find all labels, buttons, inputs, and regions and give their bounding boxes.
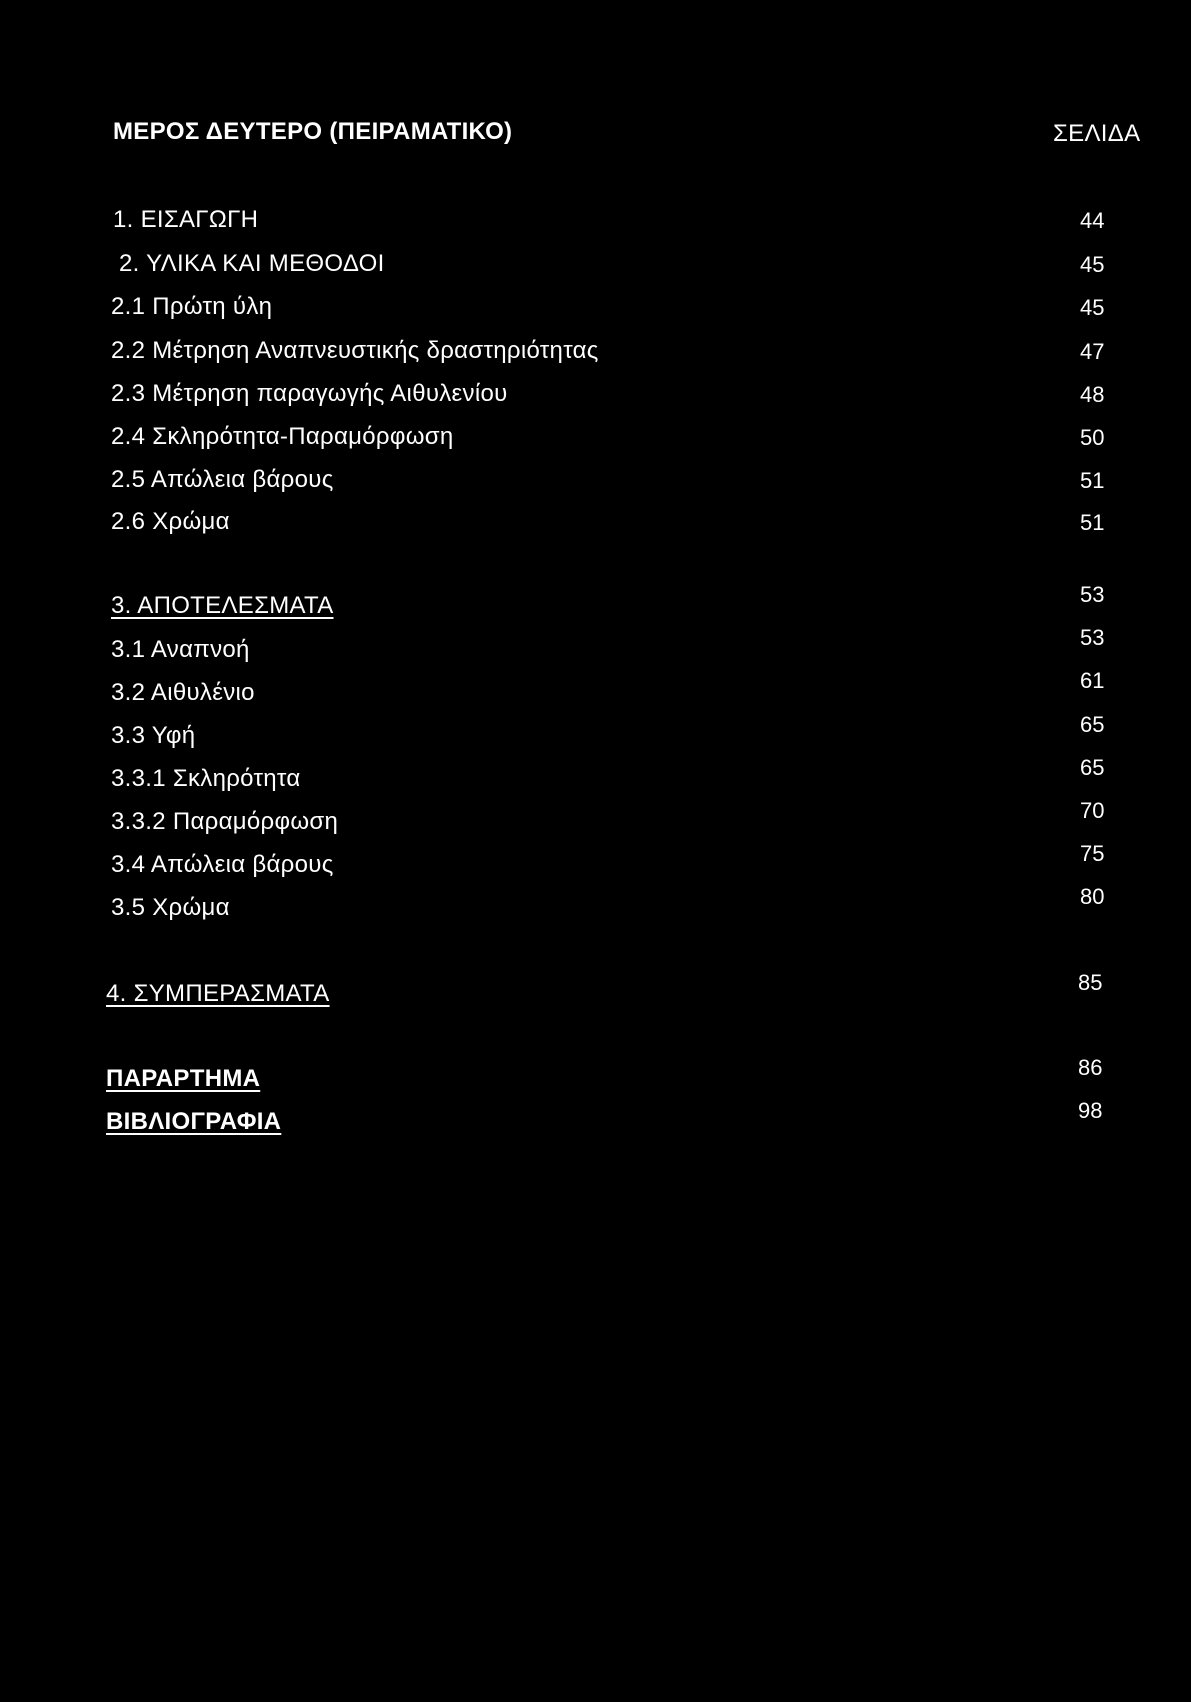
toc-entry-label: 3.3.2 Παραμόρφωση <box>111 808 339 835</box>
toc-bibliography-label: ΒΙΒΛΙΟΓΡΑΦΙΑ <box>106 1108 282 1135</box>
toc-section-title: ΜΕΡΟΣ ΔΕΥΤΕΡΟ (ΠΕΙΡΑΜΑΤΙΚΟ) <box>113 118 513 145</box>
toc-entry-label: 2.4 Σκληρότητα-Παραμόρφωση <box>111 423 454 450</box>
toc-entry-label: 2.5 Απώλεια βάρους <box>111 466 334 493</box>
toc-entry-label: 3.3.1 Σκληρότητα <box>111 765 301 792</box>
toc-entry-page: 47 <box>1080 339 1105 364</box>
toc-entry-page: 48 <box>1080 382 1105 407</box>
toc-entry-page: 50 <box>1080 425 1105 450</box>
toc-entry-page: 80 <box>1080 884 1105 909</box>
toc-entry-label: 3.1 Αναπνοή <box>111 636 250 663</box>
toc-entry-label: 3.4 Απώλεια βάρους <box>111 851 334 878</box>
toc-entry-label: 3.5 Χρώμα <box>111 894 230 921</box>
toc-entry-label: 1. ΕΙΣΑΓΩΓΗ <box>113 206 259 233</box>
toc-chapter-label: 3. ΑΠΟΤΕΛΕΣΜΑΤΑ <box>111 592 334 619</box>
toc-chapter-label: 4. ΣΥΜΠΕΡΑΣΜΑΤΑ <box>106 980 330 1007</box>
toc-entry-page: 65 <box>1080 755 1105 780</box>
toc-page-column-header: ΣΕΛΙΔΑ <box>1053 120 1141 147</box>
toc-entry-page: 85 <box>1078 970 1103 995</box>
toc-entry-page: 61 <box>1080 668 1105 693</box>
toc-entry-page: 53 <box>1080 582 1105 607</box>
toc-entry-label: 2.2 Μέτρηση Αναπνευστικής δραστηριότητας <box>111 337 599 364</box>
toc-entry-label: 3.3 Υφή <box>111 722 196 749</box>
toc-entry-label: 3.2 Αιθυλένιο <box>111 679 255 706</box>
toc-entry-page: 45 <box>1080 252 1105 277</box>
toc-entry-page: 44 <box>1080 208 1105 233</box>
toc-entry-page: 51 <box>1080 468 1105 493</box>
toc-entry-label: 2. ΥΛΙΚΑ ΚΑΙ ΜΕΘΟΔΟΙ <box>119 250 385 277</box>
toc-entry-page: 98 <box>1078 1098 1103 1123</box>
toc-entry-label: 2.1 Πρώτη ύλη <box>111 293 273 320</box>
toc-appendix-label: ΠΑΡΑΡΤΗΜΑ <box>106 1065 261 1092</box>
toc-entry-page: 70 <box>1080 798 1105 823</box>
toc-entry-label: 2.6 Χρώμα <box>111 508 230 535</box>
toc-entry-page: 53 <box>1080 625 1105 650</box>
toc-entry-page: 86 <box>1078 1055 1103 1080</box>
toc-entry-page: 51 <box>1080 510 1105 535</box>
toc-entry-label: 2.3 Μέτρηση παραγωγής Αιθυλενίου <box>111 380 508 407</box>
toc-entry-page: 65 <box>1080 712 1105 737</box>
toc-entry-page: 45 <box>1080 295 1105 320</box>
toc-entry-page: 75 <box>1080 841 1105 866</box>
